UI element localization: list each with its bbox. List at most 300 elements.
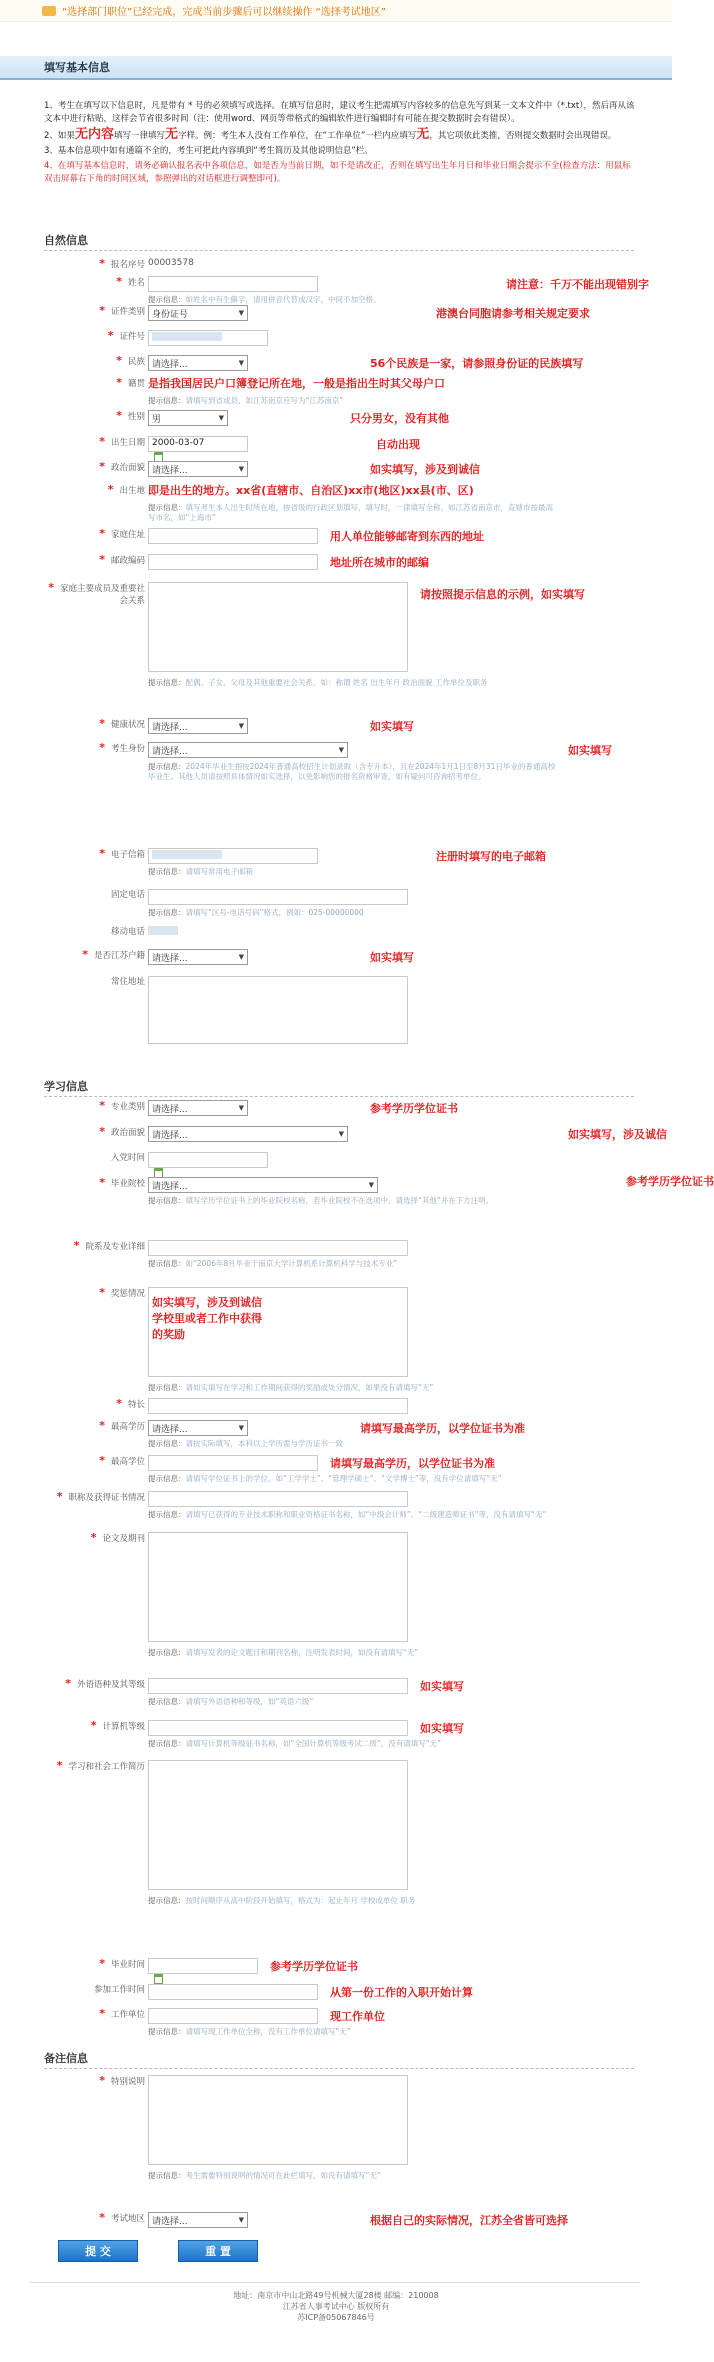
birth-label-text: 出生日期 — [110, 438, 145, 448]
reward-hint-text: 请如实填写在学习和工作期间获得的奖励或处分情况，如果没有请填写“无” — [185, 1383, 434, 1392]
label-address — [44, 528, 145, 541]
required-star: * — [107, 483, 114, 496]
origin-hint-label: 提示信息： — [148, 396, 186, 405]
exam_area-annotation: 根据自己的实际情况，江苏全省皆可选择 — [370, 2214, 568, 2227]
computer-input[interactable] — [148, 1720, 408, 1736]
notice-icon — [42, 6, 56, 16]
chevron-down-icon: ▼ — [338, 1130, 344, 1138]
birthplace-hint-label: 提示信息： — [148, 503, 186, 512]
gender-annotation: 只分男女，没有其他 — [350, 412, 449, 425]
employer-input[interactable] — [148, 2008, 318, 2024]
health-annotation: 如实填写 — [370, 720, 414, 733]
field-nation[interactable] — [148, 355, 248, 371]
required-star: * — [56, 1490, 63, 1503]
note-4: 4、在填写基本信息时，请务必确认报名表中各项信息，如是否为当前日期，如不是请改正，否则在填写出生年月日和毕业日期会提示不全(检查方法：用鼠标双击屏幕右下角的时间区域，参照弹出的对话框进行调整即可)。 — [44, 161, 631, 184]
foreign-hint-text: 请填写外语语种和等级，如“英语六级” — [185, 1697, 314, 1706]
major_cat-selected: 请选择... — [152, 1104, 188, 1115]
family-hint-text: 配偶、子女、父母及其他重要社会关系，如：称谓 姓名 出生年月 政治面貌 工作单位及职务 — [185, 678, 488, 687]
field-foreign[interactable] — [148, 1678, 408, 1694]
chevron-down-icon: ▼ — [238, 465, 244, 473]
id_no-label-text: 证件号 — [119, 332, 145, 342]
chevron-down-icon: ▼ — [238, 722, 244, 730]
chevron-down-icon: ▼ — [368, 1181, 374, 1189]
label-computer — [44, 1720, 145, 1733]
field-computer[interactable] — [148, 1720, 408, 1736]
footer-divider — [30, 2282, 640, 2283]
label-degree — [44, 1455, 145, 1468]
field-address[interactable] — [148, 528, 318, 544]
reward-annotation — [152, 1295, 262, 1343]
school-annotation: 参考学历学位证书 — [626, 1175, 714, 1188]
name-input[interactable] — [148, 276, 318, 292]
required-star: * — [99, 1454, 105, 1467]
reward-hint-label: 提示信息： — [148, 1383, 186, 1392]
hukou-annotation: 如实填写 — [370, 951, 414, 964]
note-2: 2、如果无内容填写一律填写无字样。例：考生本人没有工作单位，在“工作单位”一栏内应填写无，其它项依此类推，否则提交数据时会出现错误。 — [44, 127, 617, 142]
family-annotation: 请按照提示信息的示例，如实填写 — [420, 588, 585, 601]
field-major_cat[interactable] — [148, 1100, 248, 1116]
identity-hint-text: 2024年毕业生指按2024年普通高校招生计划录取（含专升本），且在2024年1月1日至8月31日毕业的普通高校毕业生。其他人员请按照具体情况如实选择，以免影响您的报名资格审查，如有疑问可咨询招考单位。 — [148, 762, 556, 781]
field-family[interactable] — [148, 582, 408, 672]
edu-label-text: 最高学历 — [110, 1422, 145, 1432]
id_type-annotation: 港澳台同胞请参考相关规定要求 — [436, 307, 590, 320]
label-remark — [44, 2075, 145, 2088]
field-political2[interactable] — [148, 1126, 348, 1142]
degree-hint — [148, 1474, 558, 1484]
political-annotation: 如实填写，涉及到诚信 — [370, 463, 480, 476]
label-health — [44, 718, 145, 731]
required-star: * — [99, 257, 105, 270]
political2-annotation: 如实填写，涉及诚信 — [568, 1128, 667, 1141]
family-hint — [148, 678, 558, 688]
dept_major-hint — [148, 1259, 558, 1269]
political2-select[interactable] — [148, 1126, 348, 1142]
title-hint — [148, 1510, 558, 1520]
field-id_type[interactable] — [148, 305, 248, 321]
required-star: * — [116, 1397, 122, 1410]
address-annotation: 用人单位能够邮寄到东西的地址 — [330, 530, 484, 543]
label-paper — [44, 1532, 145, 1545]
reset-button[interactable]: 重 置 — [178, 2240, 258, 2262]
reward-annotation-line: 的奖励 — [152, 1328, 185, 1341]
label-specialty — [44, 1398, 145, 1411]
remark-label-text: 特别说明 — [110, 2077, 145, 2087]
field-reg_no — [148, 258, 194, 268]
birth-input[interactable] — [148, 436, 248, 452]
title-input[interactable] — [148, 1491, 408, 1507]
degree-input[interactable] — [148, 1455, 318, 1471]
edu-hint-label: 提示信息： — [148, 1439, 186, 1448]
label-origin — [44, 377, 145, 390]
employer-hint-label: 提示信息： — [148, 2027, 186, 2036]
address-input[interactable] — [148, 528, 318, 544]
employer-label-text: 工作单位 — [110, 2010, 145, 2020]
political-label-text: 政治面貌 — [110, 463, 145, 473]
reg_no-value: 00003578 — [148, 258, 194, 268]
field-work_time[interactable] — [148, 1984, 318, 2000]
field-resident[interactable] — [148, 976, 408, 1044]
reward-label-text: 奖惩情况 — [110, 1289, 145, 1299]
phone-label-text: 固定电话 — [110, 890, 145, 900]
phone-hint-text: 请填写“区号-电话号码”格式，例如：025-00000000 — [185, 908, 364, 917]
employer-hint — [148, 2027, 558, 2037]
nation-selected: 请选择... — [152, 359, 188, 370]
required-star: * — [56, 1759, 63, 1772]
health-select[interactable] — [148, 718, 248, 734]
gender-select[interactable] — [148, 410, 228, 426]
political2-label-text: 政治面貌 — [110, 1128, 145, 1138]
email-label-text: 电子信箱 — [110, 850, 145, 860]
required-star: * — [99, 435, 105, 448]
hukou-selected: 请选择... — [152, 953, 188, 964]
major_cat-label-text: 专业类别 — [110, 1102, 145, 1112]
label-id_type — [44, 305, 145, 318]
family-hint-label: 提示信息： — [148, 678, 186, 687]
join_time-label-text: 入党时间 — [110, 1153, 145, 1163]
exam_area-label-text: 考试地区 — [110, 2214, 145, 2224]
chevron-down-icon: ▼ — [238, 1424, 244, 1432]
label-join_time — [44, 1152, 145, 1164]
required-star: * — [99, 1286, 105, 1299]
work_time-annotation: 从第一份工作的入职开始计算 — [330, 1986, 473, 1999]
required-star: * — [99, 1957, 105, 1970]
email-hint — [148, 867, 558, 877]
field-mobile — [148, 926, 178, 936]
field-specialty[interactable] — [148, 1398, 408, 1414]
edu-hint — [148, 1439, 558, 1449]
employer-annotation: 现工作单位 — [330, 2010, 385, 2023]
field-dept_major[interactable] — [148, 1240, 408, 1256]
label-mobile — [44, 926, 145, 938]
field-employer[interactable] — [148, 2008, 318, 2024]
nation-annotation: 56个民族是一家，请参照身份证的民族填写 — [370, 357, 584, 370]
title-label-text: 职称及获得证书情况 — [68, 1493, 145, 1503]
postcode-annotation: 地址所在城市的邮编 — [330, 556, 429, 569]
exam_area-selected: 请选择... — [152, 2216, 188, 2227]
field-gender[interactable] — [148, 410, 228, 426]
birthplace-hint — [148, 503, 558, 523]
required-star: * — [82, 948, 88, 961]
label-gender — [44, 410, 145, 423]
remark-hint-label: 提示信息： — [148, 2171, 186, 2180]
school-select[interactable] — [148, 1177, 378, 1193]
required-star: * — [116, 354, 122, 367]
required-star: * — [116, 376, 122, 389]
foreign-hint — [148, 1697, 558, 1707]
postcode-label-text: 邮政编码 — [110, 556, 145, 566]
origin-label-text: 籍贯 — [127, 379, 145, 389]
label-major_cat — [44, 1100, 145, 1113]
edu-annotation: 请填写最高学历，以学位证书为准 — [360, 1422, 525, 1435]
label-edu — [44, 1420, 145, 1433]
id_type-label-text: 证件类别 — [110, 307, 145, 317]
major_cat-select[interactable] — [148, 1100, 248, 1116]
gender-label-text: 性别 — [127, 412, 145, 422]
computer-hint-label: 提示信息： — [148, 1739, 186, 1748]
hukou-select[interactable] — [148, 949, 248, 965]
nation-label-text: 民族 — [127, 357, 145, 367]
required-star: * — [99, 847, 105, 860]
name-hint-label: 提示信息： — [148, 295, 186, 304]
field-remark[interactable] — [148, 2075, 408, 2165]
field-identity[interactable] — [148, 742, 348, 758]
required-star: * — [99, 741, 105, 754]
field-id_no[interactable] — [148, 330, 268, 346]
phone-hint — [148, 908, 558, 918]
grad_time-input[interactable] — [148, 1958, 258, 1974]
postcode-input[interactable] — [148, 554, 318, 570]
field-degree[interactable] — [148, 1455, 318, 1471]
label-reward — [44, 1287, 145, 1300]
family-label-text: 家庭主要成员及重要社会关系 — [59, 584, 145, 606]
field-political[interactable] — [148, 461, 248, 477]
label-employer — [44, 2008, 145, 2021]
label-resident — [44, 976, 145, 988]
degree-hint-label: 提示信息： — [148, 1474, 186, 1483]
required-star: * — [48, 581, 54, 594]
paper-hint-text: 请填写发表的论文题目和期刊名称，注明发表时间，如没有请填写“无” — [185, 1648, 419, 1657]
grad_time-label-text: 毕业时间 — [110, 1960, 145, 1970]
label-political — [44, 461, 145, 474]
masked-value — [152, 850, 222, 859]
birthplace-label-text: 出生地 — [119, 486, 145, 496]
label-hukou — [44, 949, 145, 962]
section-title: 自然信息 — [44, 232, 634, 251]
field-name[interactable] — [148, 276, 318, 292]
instructions — [44, 100, 638, 186]
label-identity — [44, 742, 145, 755]
dept_major-hint-label: 提示信息： — [148, 1259, 186, 1268]
field-school[interactable] — [148, 1177, 378, 1193]
label-grad_time — [44, 1958, 145, 1971]
identity-select[interactable] — [148, 742, 348, 758]
id_type-selected: 身份证号 — [152, 309, 189, 320]
required-star: * — [90, 1719, 97, 1732]
nation-select[interactable] — [148, 355, 248, 371]
identity-hint-label: 提示信息： — [148, 762, 186, 771]
name-annotation: 请注意：千万不能出现错别字 — [506, 278, 649, 291]
required-star: * — [116, 275, 122, 288]
foreign-hint-label: 提示信息： — [148, 1697, 186, 1706]
exam_area-select[interactable] — [148, 2212, 248, 2228]
required-star: * — [65, 1677, 71, 1690]
hukou-label-text: 是否江苏户籍 — [93, 951, 145, 961]
email-hint-text: 请填写常用电子邮箱 — [185, 867, 253, 876]
family-textarea[interactable] — [148, 582, 408, 672]
paper-hint — [148, 1648, 558, 1658]
notice-message: “选择部门职位”已经完成，完成当前步骤后可以继续操作 “选择考试地区” — [62, 7, 386, 18]
school-hint — [148, 1196, 558, 1206]
chevron-down-icon: ▼ — [238, 2216, 244, 2224]
title-hint-label: 提示信息： — [148, 1510, 186, 1519]
address-label-text: 家庭住址 — [110, 530, 145, 540]
required-star: * — [99, 1099, 105, 1112]
email-input[interactable] — [148, 848, 318, 864]
birthplace-hint-text: 填写考生本人出生时所在地，按省级的行政区划填写，填写时，一律填写全称，如江苏省南京市，直辖市按最高写市名，如“上海市” — [148, 503, 553, 522]
required-star: * — [107, 329, 114, 342]
origin-annotation: 是指我国居民户口簿登记所在地，一般是指出生时其父母户口 — [148, 377, 445, 390]
paper-hint-label: 提示信息： — [148, 1648, 186, 1657]
health-label-text: 健康状况 — [110, 720, 145, 730]
label-resume — [44, 1760, 145, 1773]
remark-hint-text: 考生需要特别说明的情况可在此栏填写，如没有请填写“无” — [185, 2171, 381, 2180]
school-hint-label: 提示信息： — [148, 1196, 186, 1205]
edu-select[interactable] — [148, 1420, 248, 1436]
dept_major-input[interactable] — [148, 1240, 408, 1256]
health-selected: 请选择... — [152, 722, 188, 733]
dept_major-hint-text: 如“2006年8月毕业于南京大学计算机系计算机科学与技术专业” — [185, 1259, 398, 1268]
field-title[interactable] — [148, 1491, 408, 1507]
political-select[interactable] — [148, 461, 248, 477]
field-phone[interactable] — [148, 889, 408, 905]
political-selected: 请选择... — [152, 465, 188, 476]
name-label-text: 姓名 — [127, 278, 145, 288]
required-star: * — [99, 527, 105, 540]
paper-textarea[interactable] — [148, 1532, 408, 1642]
name-hint-text: 如姓名中有生僻字，请用拼音代替或汉字，中间不加空格。 — [185, 295, 381, 304]
remark-hint — [148, 2171, 558, 2181]
degree-annotation: 请填写最高学历，以学位证书为准 — [330, 1457, 495, 1470]
work_time-input[interactable] — [148, 1984, 318, 2000]
label-family — [44, 582, 145, 607]
chevron-down-icon: ▼ — [338, 746, 344, 754]
specialty-input[interactable] — [148, 1398, 408, 1414]
id_type-select[interactable] — [148, 305, 248, 321]
chevron-down-icon: ▼ — [238, 953, 244, 961]
required-star: * — [99, 2074, 105, 2087]
label-email — [44, 848, 145, 861]
section-title: 学习信息 — [44, 1078, 634, 1097]
field-hukou[interactable] — [148, 949, 248, 965]
computer-label-text: 计算机等级 — [102, 1722, 145, 1732]
foreign-input[interactable] — [148, 1678, 408, 1694]
chevron-down-icon: ▼ — [218, 414, 224, 422]
label-dept_major — [44, 1240, 145, 1253]
note-3: 3、基本信息项中如有通篇不全的，考生可把此内容填到“考生简历及其他说明信息”栏。 — [44, 146, 373, 156]
degree-hint-text: 请填写学位证书上的学位，如“工学学士”、“管理学硕士”、“文学博士”等，没有学位请填写“无” — [185, 1474, 502, 1483]
resume-hint — [148, 1896, 558, 1906]
field-join_time[interactable] — [148, 1152, 268, 1179]
label-birth — [44, 436, 145, 449]
paper-label-text: 论文及期刊 — [102, 1534, 145, 1544]
note-1: 1、考生在填写以下信息时，凡是带有 * 号的必须填写或选择。在填写信息时，建议考生把需填写内容较多的信息先写到某一文本文件中（*.txt），然后再从该文本中进行粘贴，这样会节省很多时间（注：使用word、网页等带格式的编辑软件进行编辑时有可能在提交数据时会有错误）。 — [44, 101, 635, 124]
masked-value — [148, 926, 178, 935]
reward-annotation-line: 学校里或者工作中获得 — [152, 1312, 262, 1325]
remark-textarea[interactable] — [148, 2075, 408, 2165]
notice-bar — [0, 0, 672, 22]
name-hint — [148, 295, 558, 305]
field-birth[interactable] — [148, 436, 248, 463]
identity-label-text: 考生身份 — [110, 744, 145, 754]
section-title: 备注信息 — [44, 2050, 634, 2069]
computer-hint-text: 请填写计算机等级证书名称，如“全国计算机等级考试二级”，没有请填写“无” — [185, 1739, 442, 1748]
required-star: * — [99, 717, 105, 730]
birth-annotation: 自动出现 — [376, 438, 420, 451]
field-health[interactable] — [148, 718, 248, 734]
field-postcode[interactable] — [148, 554, 318, 570]
identity-hint — [148, 762, 558, 782]
reg_no-label-text: 报名序号 — [110, 260, 145, 270]
edu-selected: 请选择... — [152, 1424, 188, 1435]
major_cat-annotation: 参考学历学位证书 — [370, 1102, 458, 1115]
foreign-label-text: 外语语种及其等级 — [76, 1680, 145, 1690]
clear-date-icon[interactable] — [154, 1974, 163, 1984]
label-birthplace — [44, 484, 145, 497]
required-star: * — [99, 304, 105, 317]
required-star: * — [99, 1176, 105, 1189]
origin-hint-text: 请填写到省或县，如江苏南京应写为“江苏南京” — [185, 396, 344, 405]
resident-label-text: 常住地址 — [110, 977, 145, 987]
masked-value — [152, 332, 222, 341]
label-postcode — [44, 554, 145, 567]
phone-hint-label: 提示信息： — [148, 908, 186, 917]
title-hint-text: 请填写已获得的专业技术职称和职业资格证书名称，如“中级会计师”、“二级建造师证书”等，没有请填写“无” — [185, 1510, 547, 1519]
required-star: * — [99, 2007, 105, 2020]
required-star: * — [116, 409, 122, 422]
required-star: * — [99, 1419, 105, 1432]
footer: 地址：南京市中山北路49号机械大厦28楼 邮编：210008 江苏省人事考试中心 版权所有 苏ICP备05067846号 — [233, 2291, 439, 2322]
email-annotation: 注册时填写的电子邮箱 — [436, 850, 546, 863]
political2-selected: 请选择... — [152, 1130, 188, 1141]
computer-hint — [148, 1739, 558, 1749]
label-foreign — [44, 1678, 145, 1691]
field-paper[interactable] — [148, 1532, 408, 1642]
birthplace-annotation: 即是出生的地方。xx省(直辖市、自治区)xx市(地区)xx县(市、区) — [148, 484, 474, 497]
required-star: * — [99, 553, 105, 566]
label-reg_no — [44, 258, 145, 271]
chevron-down-icon: ▼ — [238, 359, 244, 367]
reward-annotation-line: 如实填写，涉及到诚信 — [152, 1296, 262, 1309]
page-title-bar — [0, 56, 672, 80]
resume-textarea[interactable] — [148, 1760, 408, 1890]
field-edu[interactable] — [148, 1420, 248, 1436]
required-star: * — [99, 1125, 105, 1138]
school-hint-text: 填写学历学位证书上的毕业院校名称，若毕业院校不在选项中，请选择“其他”并在下方注明。 — [185, 1196, 494, 1205]
label-title — [44, 1491, 145, 1504]
required-star: * — [90, 1531, 97, 1544]
reward-hint — [148, 1383, 558, 1393]
field-email[interactable] — [148, 848, 318, 864]
id_no-input[interactable] — [148, 330, 268, 346]
label-phone — [44, 889, 145, 901]
employer-hint-text: 请填写现工作单位全称，没有工作单位请填写“无” — [185, 2027, 351, 2036]
required-star: * — [99, 460, 105, 473]
chevron-down-icon: ▼ — [238, 1104, 244, 1112]
computer-annotation: 如实填写 — [420, 1722, 464, 1735]
work_time-label-text: 参加工作时间 — [93, 1985, 145, 1995]
edu-hint-text: 请按实际填写，本科以上学历需与学历证书一致 — [185, 1439, 343, 1448]
degree-label-text: 最高学位 — [110, 1457, 145, 1467]
field-grad_time[interactable] — [148, 1958, 258, 1985]
mobile-label-text: 移动电话 — [110, 927, 145, 937]
required-star: * — [73, 1239, 80, 1252]
label-work_time — [44, 1984, 145, 1996]
resident-textarea[interactable] — [148, 976, 408, 1044]
label-name — [44, 276, 145, 289]
resume-hint-text: 按时间顺序从高中阶段开始填写，格式为：起止年月 学校或单位 职务 — [185, 1896, 416, 1905]
grad_time-annotation: 参考学历学位证书 — [270, 1960, 358, 1973]
label-nation — [44, 355, 145, 368]
page-title: 填写基本信息 — [44, 61, 110, 74]
field-resume[interactable] — [148, 1760, 408, 1890]
foreign-annotation: 如实填写 — [420, 1680, 464, 1693]
identity-annotation: 如实填写 — [568, 744, 612, 757]
required-star: * — [99, 2211, 105, 2224]
phone-input[interactable] — [148, 889, 408, 905]
field-exam_area[interactable] — [148, 2212, 248, 2228]
join_time-input[interactable] — [148, 1152, 268, 1168]
submit-button[interactable]: 提 交 — [58, 2240, 138, 2262]
